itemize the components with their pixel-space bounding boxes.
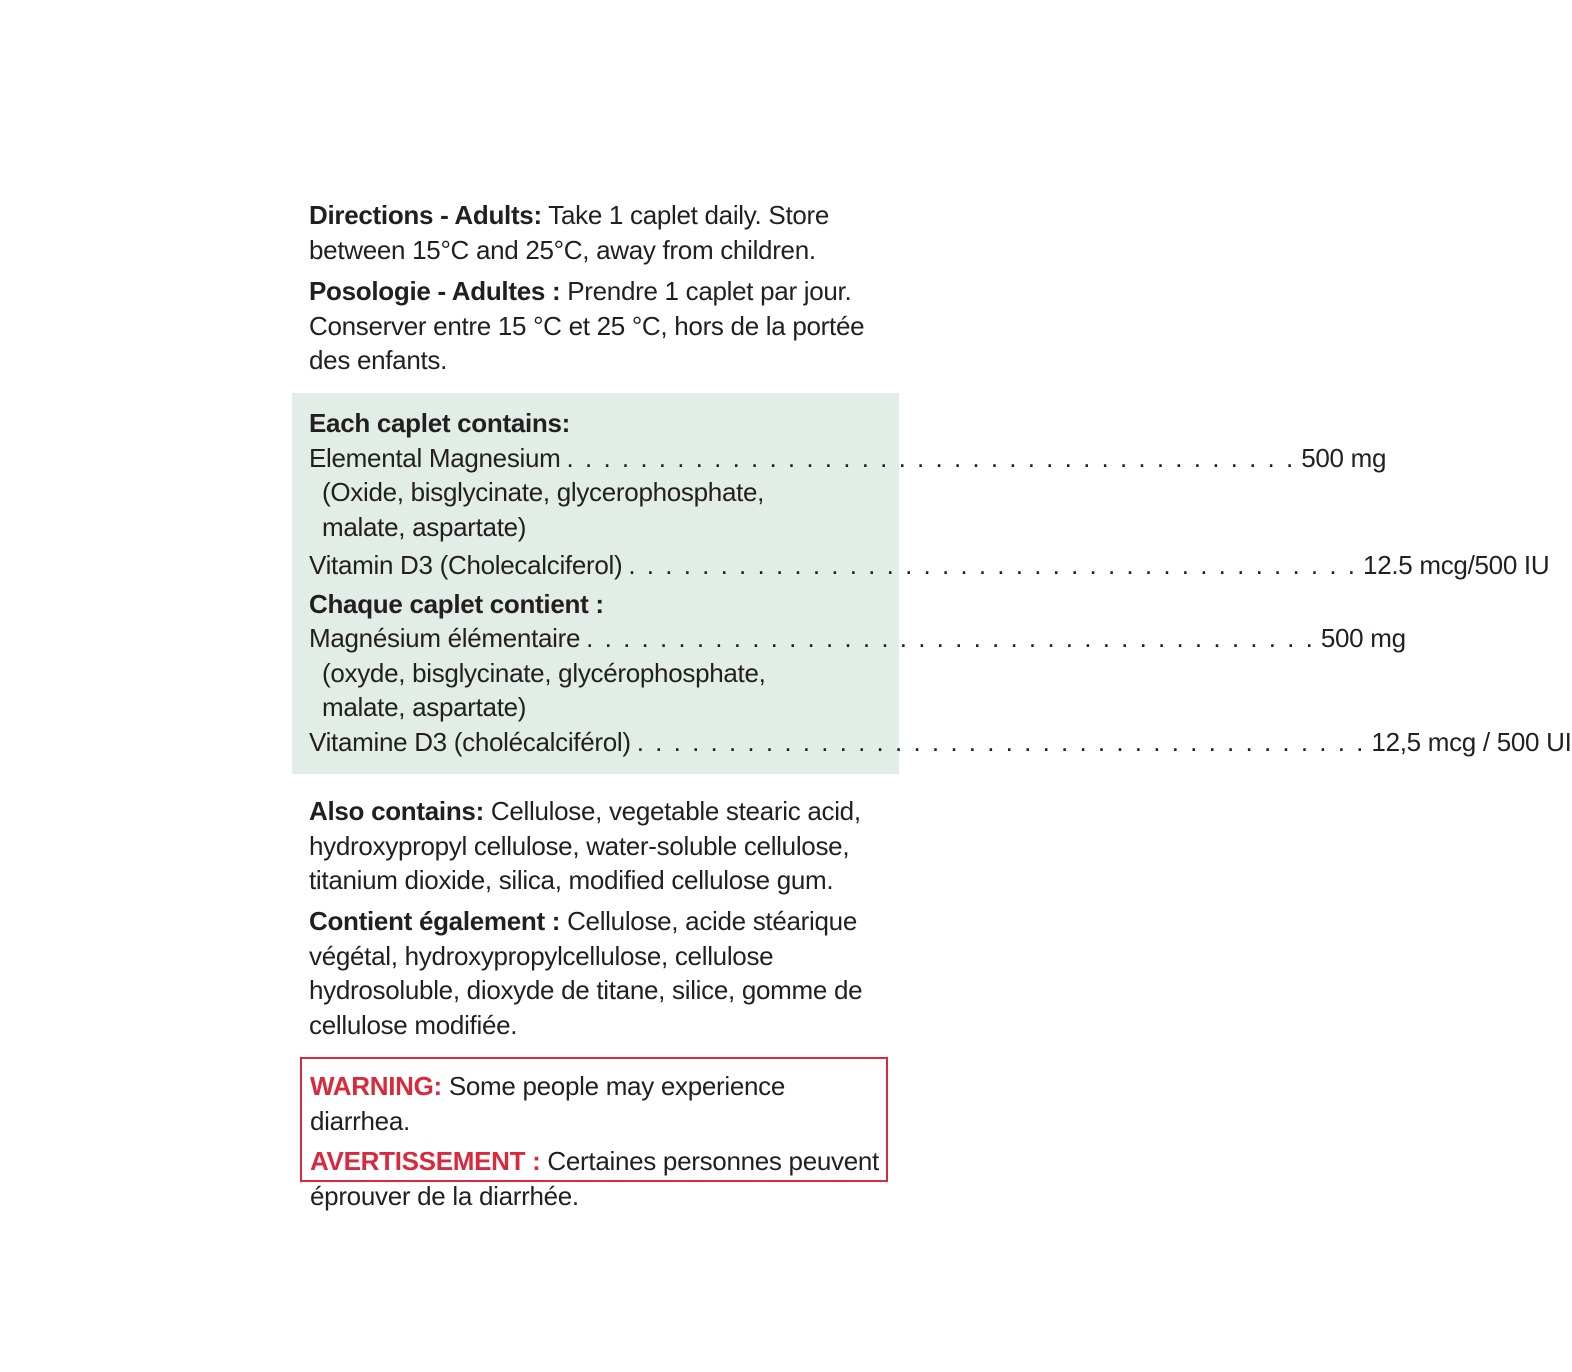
ingredients-panel bbox=[292, 393, 1572, 774]
directions-fr-label: Posologie - Adultes : bbox=[309, 276, 561, 306]
also-en-text: Cellulose, vegetable stearic acid, hydroxypropyl cellulose, water-soluble cellulose, titanium dioxide, silica, modified cellulose gum. bbox=[309, 796, 861, 895]
ingredients-content bbox=[309, 406, 1572, 759]
ingredient-amount: 500 mg bbox=[1301, 442, 1387, 473]
ingredient-row bbox=[309, 725, 1572, 760]
warning-box bbox=[300, 1057, 888, 1211]
directions-en-label: Directions - Adults: bbox=[309, 200, 542, 230]
warning-english bbox=[310, 1069, 880, 1138]
ingredient-name: Magnésium élémentaire bbox=[309, 623, 581, 653]
leader-dots: . . . . . . . . . . . . . . . . . . . . . . . . . . . . . . . . . . . . . . . . bbox=[586, 623, 1315, 653]
directions-english bbox=[309, 198, 869, 267]
leader-dots: . . . . . . . . . . . . . . . . . . . . . . . . . . . . . . . . . . . . . . . . bbox=[636, 726, 1366, 757]
also-contains-english bbox=[309, 794, 869, 898]
directions-french bbox=[309, 274, 869, 378]
ingredient-row bbox=[309, 548, 1550, 583]
warning-fr-text: Certaines personnes peuvent éprouver de la diarrhée. bbox=[310, 1146, 879, 1211]
ingredient-amount: 12,5 mcg / 500 UI bbox=[1371, 726, 1572, 757]
leader-dots: . . . . . . . . . . . . . . . . . . . . . . . . . . . . . . . . . . . . . . . . bbox=[628, 550, 1358, 580]
ingredients-heading-en: Each caplet contains: bbox=[309, 408, 571, 438]
ingredient-name: Vitamine D3 (cholécalciférol) bbox=[309, 726, 631, 757]
ingredient-sources: malate, aspartate) bbox=[322, 511, 527, 542]
ingredient-row bbox=[309, 441, 1387, 476]
ingredient-row bbox=[309, 621, 1406, 656]
warning-fr-label: AVERTISSEMENT : bbox=[310, 1146, 541, 1176]
warning-en-text: Some people may experience diarrhea. bbox=[310, 1071, 786, 1136]
leader-dots: . . . . . . . . . . . . . . . . . . . . . . . . . . . . . . . . . . . . . . . . bbox=[566, 442, 1296, 473]
also-contains-french bbox=[309, 904, 869, 1042]
ingredient-sources: malate, aspartate) bbox=[322, 692, 527, 722]
also-fr-text: Cellulose, acide stéarique végétal, hydroxypropylcellulose, cellulose hydrosoluble, dioxyde de titane, silice, gomme de cellulose modifiée. bbox=[309, 906, 863, 1040]
ingredient-sources: (oxyde, bisglycinate, glycérophosphate, bbox=[322, 657, 766, 688]
ingredient-amount: 12.5 mcg/500 IU bbox=[1363, 550, 1550, 580]
ingredient-sources: (Oxide, bisglycinate, glycerophosphate, bbox=[322, 477, 765, 507]
ingredient-amount: 500 mg bbox=[1320, 623, 1406, 653]
ingredients-heading-fr: Chaque caplet contient : bbox=[309, 588, 604, 619]
directions-en-text: Take 1 caplet daily. Store between 15°C and 25°C, away from children. bbox=[309, 200, 830, 265]
warning-french bbox=[310, 1144, 880, 1213]
also-fr-label: Contient également : bbox=[309, 906, 561, 936]
warning-en-label: WARNING: bbox=[310, 1071, 442, 1101]
also-en-label: Also contains: bbox=[309, 796, 484, 826]
ingredient-name: Vitamin D3 (Cholecalciferol) bbox=[309, 550, 623, 580]
ingredient-name: Elemental Magnesium bbox=[309, 442, 561, 473]
warning-content bbox=[310, 1069, 880, 1213]
directions-fr-text: Prendre 1 caplet par jour. Conserver entre 15 °C et 25 °C, hors de la portée des enfants. bbox=[309, 276, 865, 375]
